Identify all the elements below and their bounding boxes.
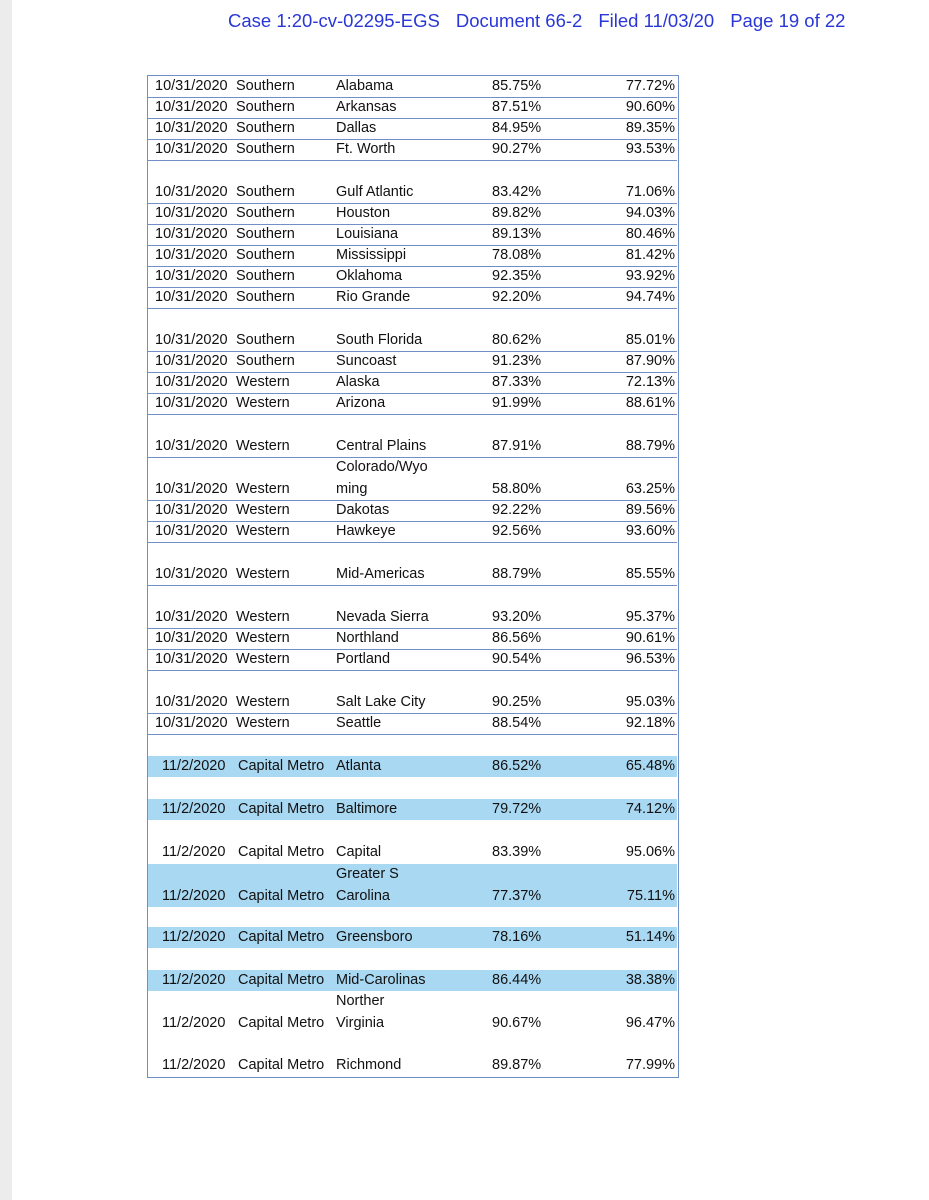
percent-2-cell: 92.18%: [625, 715, 675, 731]
percent-2-cell: 94.03%: [625, 205, 675, 221]
area-cell: Southern: [236, 268, 295, 284]
area-cell: Southern: [236, 141, 295, 157]
percent-1-cell: 91.99%: [492, 395, 542, 411]
area-cell: Capital Metro: [238, 1057, 325, 1073]
area-cell: Southern: [236, 226, 295, 242]
filed-date: Filed 11/03/20: [598, 10, 715, 31]
table-row: [148, 799, 677, 820]
case-number: Case 1:20-cv-02295-EGS: [228, 10, 440, 31]
area-cell: Capital Metro: [238, 888, 325, 904]
district-cell: Seattle: [336, 715, 382, 731]
percent-2-cell: 90.60%: [625, 99, 675, 115]
percent-1-cell: 80.62%: [492, 332, 542, 348]
date-cell: 10/31/2020: [155, 78, 228, 94]
area-cell: Western: [236, 609, 290, 625]
percent-1-cell: 79.72%: [492, 801, 542, 817]
score-table: [147, 75, 679, 1078]
district-cell: Central Plains: [336, 438, 427, 454]
date-cell: 11/2/2020: [162, 758, 226, 774]
percent-1-cell: 89.82%: [492, 205, 542, 221]
area-cell: Southern: [236, 353, 295, 369]
percent-1-cell: 90.67%: [492, 1015, 542, 1031]
percent-2-cell: 90.61%: [625, 630, 675, 646]
percent-1-cell: 77.37%: [492, 888, 542, 904]
page-header: [228, 10, 845, 32]
percent-2-cell: 88.61%: [625, 395, 675, 411]
district-cell: Houston: [336, 205, 391, 221]
table-row: [148, 521, 677, 543]
date-cell: 10/31/2020: [155, 332, 228, 348]
date-cell: 11/2/2020: [162, 1057, 226, 1073]
table-row: [148, 139, 677, 161]
date-cell: 10/31/2020: [155, 395, 228, 411]
district-cell: Mississippi: [336, 247, 407, 263]
area-cell: Western: [236, 438, 290, 454]
area-cell: Western: [236, 651, 290, 667]
table-row: [148, 692, 677, 714]
district-cell: Capital: [336, 844, 382, 860]
percent-2-cell: 88.79%: [625, 438, 675, 454]
table-row: [148, 224, 677, 246]
date-cell: 11/2/2020: [162, 888, 226, 904]
area-cell: Western: [236, 715, 290, 731]
district-cell: Portland: [336, 651, 391, 667]
table-row: [148, 756, 677, 777]
percent-2-cell: 72.13%: [625, 374, 675, 390]
table-row: [148, 97, 677, 119]
table-row: [148, 76, 677, 98]
date-cell: 10/31/2020: [155, 438, 228, 454]
area-cell: Western: [236, 566, 290, 582]
table-row: [148, 351, 677, 373]
district-cell: Alabama: [336, 78, 394, 94]
district-cell: Nevada Sierra: [336, 609, 429, 625]
date-cell: 10/31/2020: [155, 120, 228, 136]
percent-2-cell: 96.47%: [625, 1015, 675, 1031]
district-cell: Arizona: [336, 395, 386, 411]
date-cell: 10/31/2020: [155, 694, 228, 710]
table-row: [148, 1055, 677, 1076]
page-number: Page 19 of 22: [730, 10, 846, 31]
table-row: [148, 372, 677, 394]
table-row: [148, 564, 677, 586]
percent-1-cell: 88.54%: [492, 715, 542, 731]
area-cell: Capital Metro: [238, 972, 325, 988]
percent-1-cell: 86.56%: [492, 630, 542, 646]
district-cell: Dallas: [336, 120, 377, 136]
district-cell: Richmond: [336, 1057, 402, 1073]
area-cell: Western: [236, 395, 290, 411]
percent-1-cell: 92.20%: [492, 289, 542, 305]
date-cell: 11/2/2020: [162, 801, 226, 817]
area-cell: Western: [236, 481, 290, 497]
percent-2-cell: 51.14%: [625, 929, 675, 945]
percent-2-cell: 85.55%: [625, 566, 675, 582]
percent-2-cell: 87.90%: [625, 353, 675, 369]
area-cell: Western: [236, 694, 290, 710]
area-cell: Western: [236, 523, 290, 539]
table-row: [148, 500, 677, 522]
district-cell: Gulf Atlantic: [336, 184, 414, 200]
percent-2-cell: 94.74%: [625, 289, 675, 305]
date-cell: 10/31/2020: [155, 374, 228, 390]
table-row: [148, 118, 677, 140]
district-cell: Salt Lake City: [336, 694, 426, 710]
percent-2-cell: 81.42%: [625, 247, 675, 263]
table-row: [148, 991, 677, 1034]
table-row: [148, 628, 677, 650]
area-cell: Western: [236, 374, 290, 390]
district-cell: Arkansas: [336, 99, 397, 115]
area-cell: Capital Metro: [238, 1015, 325, 1031]
date-cell: 10/31/2020: [155, 523, 228, 539]
area-cell: Southern: [236, 332, 295, 348]
district-cell-line2: ming: [336, 481, 368, 497]
district-cell: Atlanta: [336, 758, 382, 774]
table-row: [148, 607, 677, 629]
district-cell: Ft. Worth: [336, 141, 396, 157]
percent-1-cell: 87.33%: [492, 374, 542, 390]
date-cell: 11/2/2020: [162, 972, 226, 988]
percent-1-cell: 78.08%: [492, 247, 542, 263]
date-cell: 10/31/2020: [155, 247, 228, 263]
date-cell: 11/2/2020: [162, 929, 226, 945]
area-cell: Southern: [236, 99, 295, 115]
date-cell: 10/31/2020: [155, 481, 228, 497]
table-row: [148, 182, 677, 204]
document-number: Document 66-2: [455, 10, 583, 31]
percent-1-cell: 90.27%: [492, 141, 542, 157]
area-cell: Southern: [236, 184, 295, 200]
percent-2-cell: 63.25%: [625, 481, 675, 497]
district-cell: Colorado/Wyo: [336, 459, 428, 475]
percent-1-cell: 89.13%: [492, 226, 542, 242]
district-cell: South Florida: [336, 332, 423, 348]
table-row: [148, 266, 677, 288]
percent-2-cell: 80.46%: [625, 226, 675, 242]
table-row: [148, 287, 677, 309]
percent-1-cell: 58.80%: [492, 481, 542, 497]
district-cell: Northland: [336, 630, 399, 646]
percent-1-cell: 92.56%: [492, 523, 542, 539]
area-cell: Western: [236, 502, 290, 518]
date-cell: 10/31/2020: [155, 289, 228, 305]
percent-1-cell: 90.25%: [492, 694, 542, 710]
percent-2-cell: 71.06%: [625, 184, 675, 200]
percent-2-cell: 93.53%: [625, 141, 675, 157]
percent-1-cell: 89.87%: [492, 1057, 542, 1073]
area-cell: Southern: [236, 205, 295, 221]
table-row: [148, 970, 677, 991]
table-row: [148, 393, 677, 415]
district-cell: Mid-Americas: [336, 566, 425, 582]
percent-1-cell: 92.22%: [492, 502, 542, 518]
percent-2-cell: 93.92%: [625, 268, 675, 284]
district-cell: Suncoast: [336, 353, 397, 369]
date-cell: 10/31/2020: [155, 651, 228, 667]
percent-2-cell: 96.53%: [625, 651, 675, 667]
area-cell: Capital Metro: [238, 844, 325, 860]
district-cell: Norther: [336, 993, 385, 1009]
date-cell: 10/31/2020: [155, 205, 228, 221]
area-cell: Southern: [236, 247, 295, 263]
area-cell: Southern: [236, 120, 295, 136]
table-row: [148, 457, 677, 501]
table-row: [148, 649, 677, 671]
percent-1-cell: 90.54%: [492, 651, 542, 667]
date-cell: 10/31/2020: [155, 715, 228, 731]
district-cell: Baltimore: [336, 801, 398, 817]
percent-1-cell: 78.16%: [492, 929, 542, 945]
percent-2-cell: 65.48%: [625, 758, 675, 774]
percent-2-cell: 89.35%: [625, 120, 675, 136]
district-cell: Rio Grande: [336, 289, 411, 305]
date-cell: 10/31/2020: [155, 566, 228, 582]
date-cell: 11/2/2020: [162, 1015, 226, 1031]
percent-1-cell: 83.42%: [492, 184, 542, 200]
percent-2-cell: 77.72%: [625, 78, 675, 94]
percent-2-cell: 93.60%: [625, 523, 675, 539]
table-row: [148, 927, 677, 948]
date-cell: 10/31/2020: [155, 184, 228, 200]
district-cell-line2: Virginia: [336, 1015, 385, 1031]
table-row: [148, 713, 677, 735]
table-row: [148, 330, 677, 352]
document-page: [12, 0, 929, 1200]
table-row: [148, 864, 677, 907]
district-cell: Alaska: [336, 374, 380, 390]
area-cell: Southern: [236, 289, 295, 305]
table-row: [148, 203, 677, 225]
percent-1-cell: 93.20%: [492, 609, 542, 625]
district-cell: Mid-Carolinas: [336, 972, 426, 988]
percent-2-cell: 77.99%: [625, 1057, 675, 1073]
percent-1-cell: 91.23%: [492, 353, 542, 369]
percent-1-cell: 83.39%: [492, 844, 542, 860]
percent-2-cell: 38.38%: [625, 972, 675, 988]
percent-1-cell: 87.51%: [492, 99, 542, 115]
district-cell: Louisiana: [336, 226, 399, 242]
date-cell: 10/31/2020: [155, 226, 228, 242]
date-cell: 10/31/2020: [155, 99, 228, 115]
date-cell: 10/31/2020: [155, 268, 228, 284]
area-cell: Capital Metro: [238, 758, 325, 774]
date-cell: 11/2/2020: [162, 844, 226, 860]
area-cell: Southern: [236, 78, 295, 94]
district-cell: Hawkeye: [336, 523, 396, 539]
area-cell: Western: [236, 630, 290, 646]
percent-1-cell: 84.95%: [492, 120, 542, 136]
table-row: [148, 436, 677, 458]
table-row: [148, 245, 677, 267]
area-cell: Capital Metro: [238, 929, 325, 945]
percent-1-cell: 88.79%: [492, 566, 542, 582]
district-cell: Dakotas: [336, 502, 390, 518]
percent-1-cell: 92.35%: [492, 268, 542, 284]
percent-2-cell: 74.12%: [625, 801, 675, 817]
percent-2-cell: 95.06%: [625, 844, 675, 860]
date-cell: 10/31/2020: [155, 630, 228, 646]
percent-2-cell: 95.03%: [625, 694, 675, 710]
percent-1-cell: 86.52%: [492, 758, 542, 774]
district-cell: Greensboro: [336, 929, 413, 945]
date-cell: 10/31/2020: [155, 502, 228, 518]
date-cell: 10/31/2020: [155, 141, 228, 157]
percent-1-cell: 87.91%: [492, 438, 542, 454]
percent-1-cell: 86.44%: [492, 972, 542, 988]
table-row: [148, 842, 677, 863]
date-cell: 10/31/2020: [155, 609, 228, 625]
area-cell: Capital Metro: [238, 801, 325, 817]
district-cell: Greater S: [336, 866, 399, 882]
district-cell: Oklahoma: [336, 268, 403, 284]
district-cell-line2: Carolina: [336, 888, 390, 904]
date-cell: 10/31/2020: [155, 353, 228, 369]
percent-2-cell: 89.56%: [625, 502, 675, 518]
percent-1-cell: 85.75%: [492, 78, 542, 94]
percent-2-cell: 95.37%: [625, 609, 675, 625]
percent-2-cell: 75.11%: [626, 888, 675, 904]
percent-2-cell: 85.01%: [625, 332, 675, 348]
